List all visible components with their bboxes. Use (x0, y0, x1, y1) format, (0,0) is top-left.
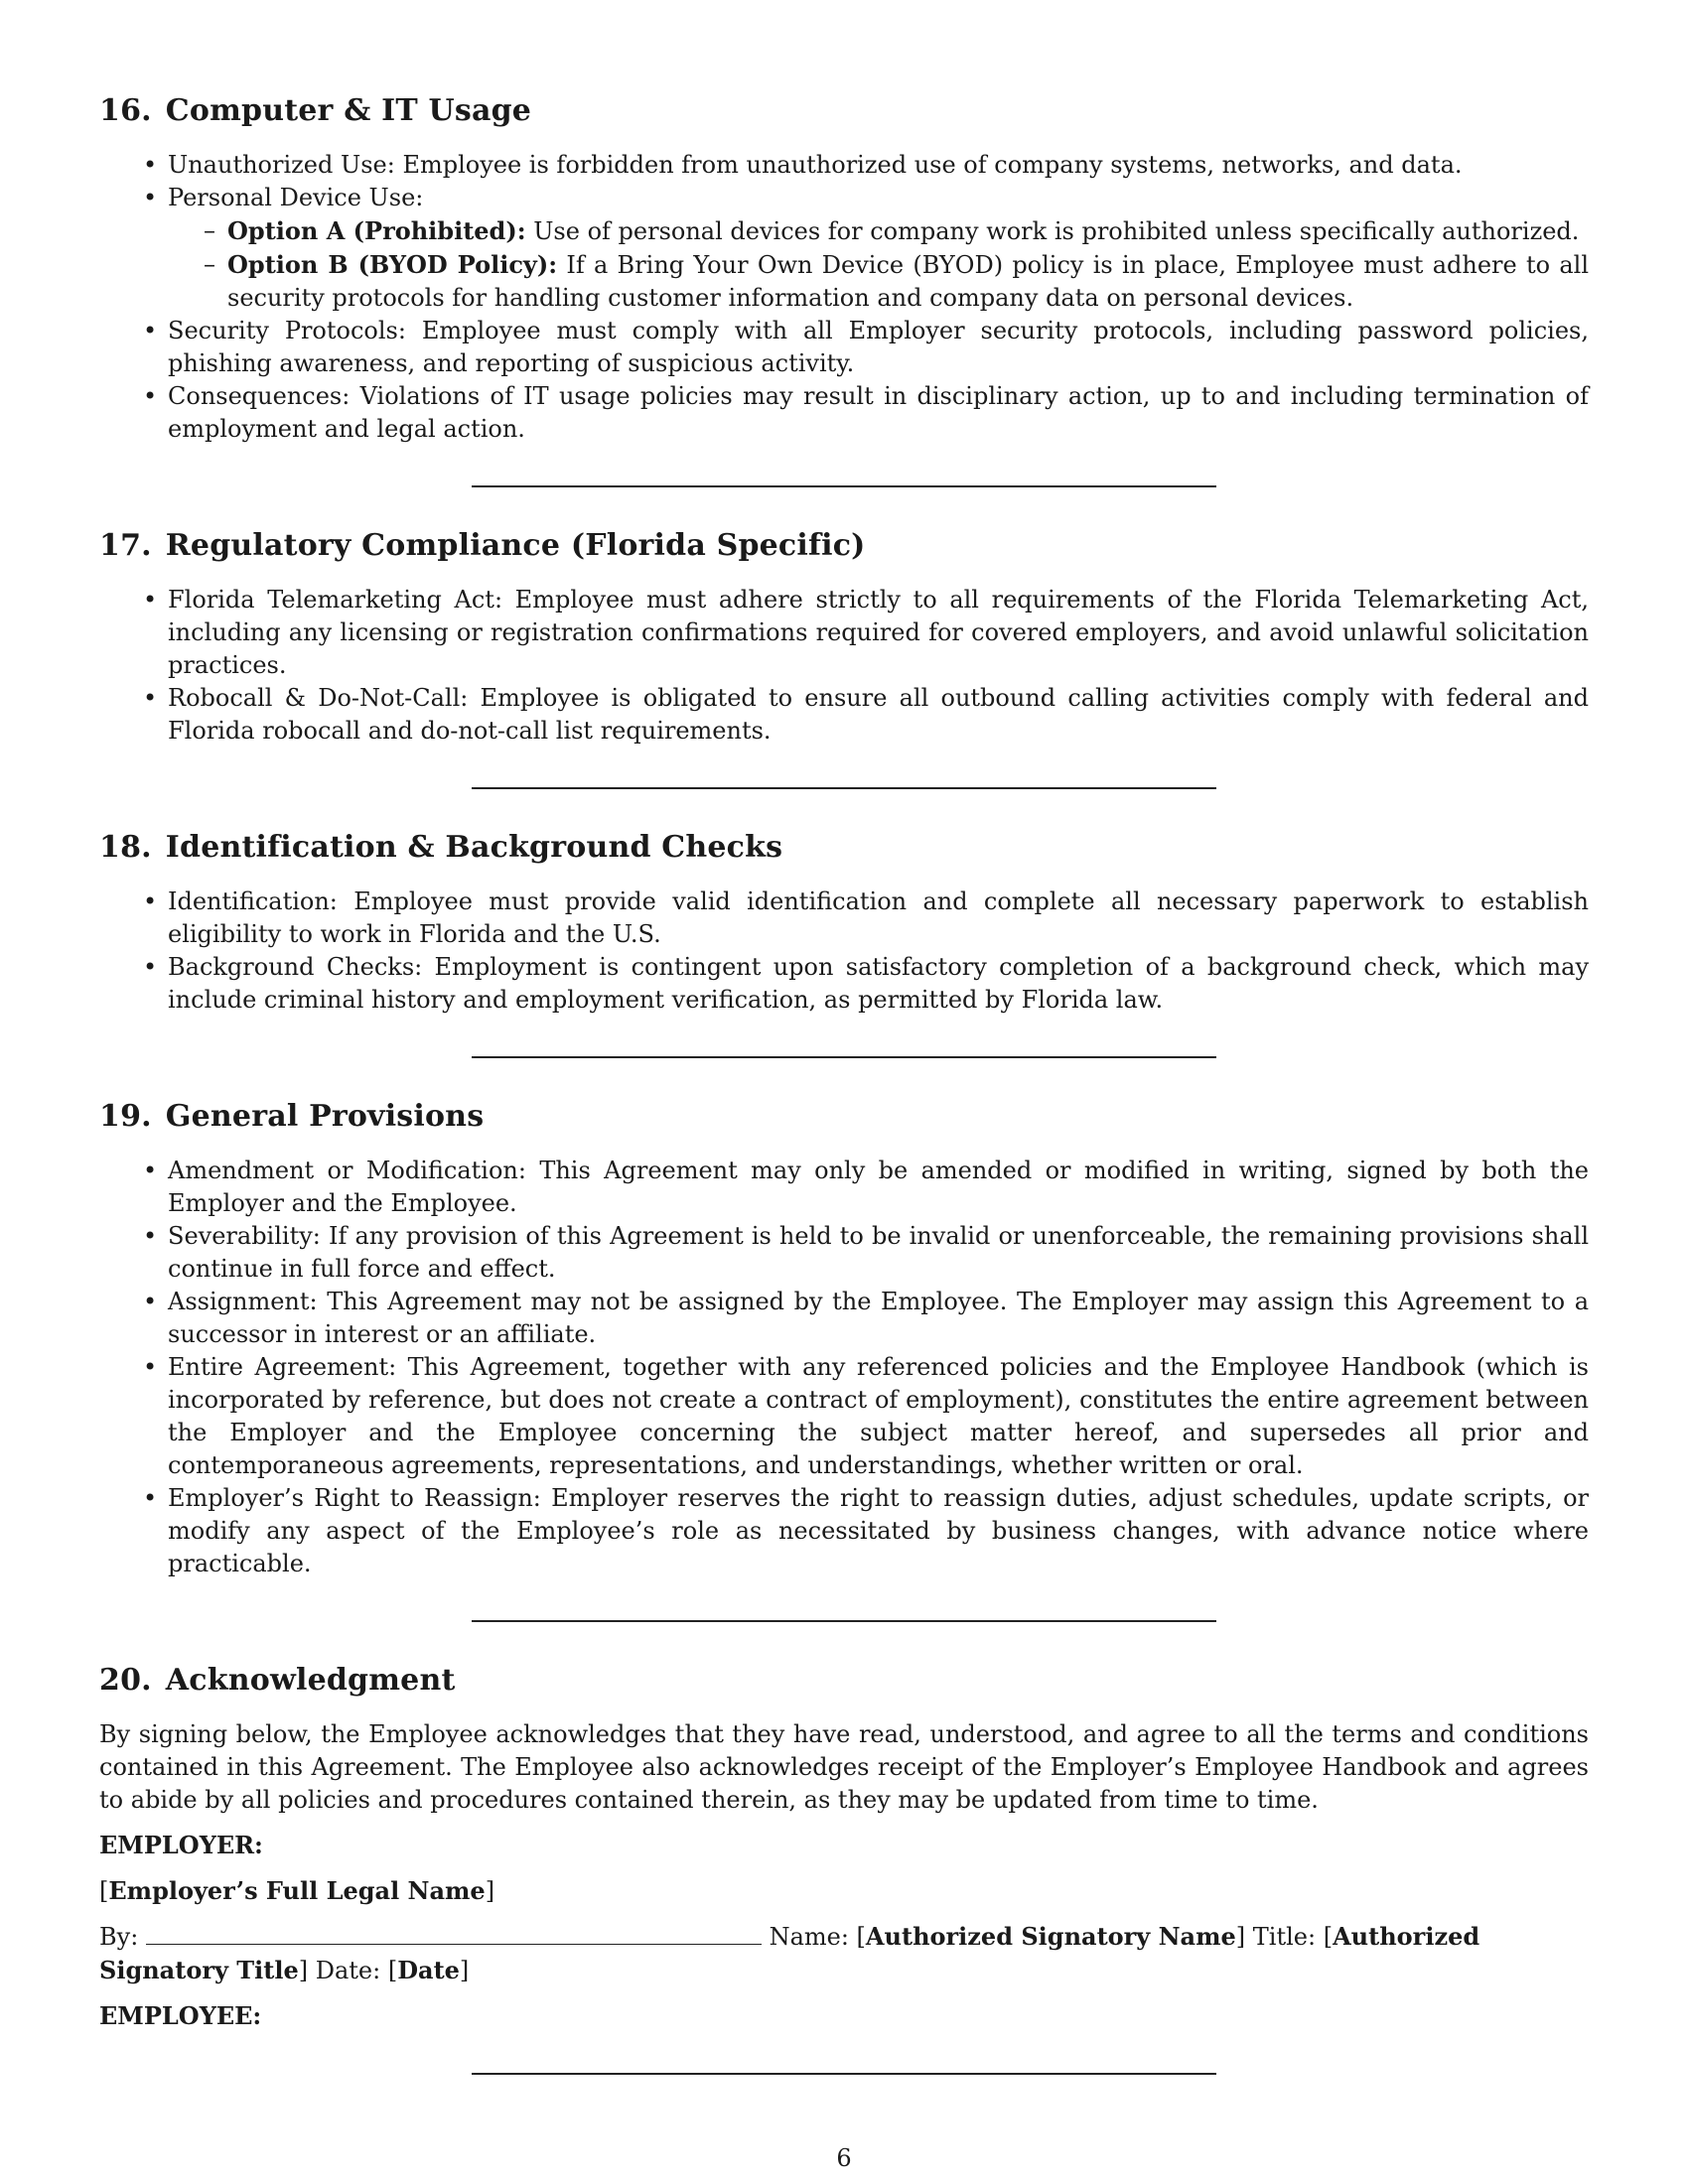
section-19 (99, 1100, 1589, 1622)
list-item: • Florida Telemarketing Act: Employee must adhere strictly to all requirements of the Florida Telemarketing Act, including any licensing or registration confirmations required for covered employers, and avoid unlawful solicitation practices. (99, 584, 1589, 682)
bullet-list (99, 1155, 1589, 1580)
employer-label: EMPLOYER: (99, 1831, 263, 1859)
section-heading: 19. General Provisions (99, 1099, 485, 1134)
list-item: • Robocall & Do-Not-Call: Employee is obligated to ensure all outbound calling activities comply with federal and Florida robocall and do-not-call list requirements. (99, 682, 1589, 748)
bullet-list (99, 886, 1589, 1017)
sub-list-item: – Option B (BYOD Policy): If a Bring Your Own Device (BYOD) policy is in place, Employee must adhere to all security protocols for handling customer information and company data on personal devices. (168, 248, 1589, 315)
section-divider (472, 2073, 1216, 2075)
page-number: 6 (836, 2144, 852, 2172)
section-divider (472, 787, 1216, 789)
section-heading: 18. Identification & Background Checks (99, 830, 783, 865)
bullet-list (99, 584, 1589, 748)
employee-label: EMPLOYEE: (99, 2001, 262, 2030)
list-item: • Identification: Employee must provide valid identification and complete all necessary paperwork to establish eligibility to work in Florida and the U.S. (99, 886, 1589, 951)
bullet-list (99, 149, 1589, 446)
section-divider (472, 1056, 1216, 1058)
list-item: • Assignment: This Agreement may not be assigned by the Employee. The Employer may assign this Agreement to a successor in interest or an affiliate. (99, 1286, 1589, 1351)
section-heading: 20. Acknowledgment (99, 1663, 456, 1698)
section-17 (99, 529, 1589, 789)
section-20 (99, 1664, 1589, 2075)
section-heading: 16. Computer & IT Usage (99, 93, 532, 128)
section-divider (472, 485, 1216, 487)
section-18 (99, 831, 1589, 1058)
list-item: • Employer’s Right to Reassign: Employer reserves the right to reassign duties, adjust schedules, update scripts, or modify any aspect of the Employee’s role as necessitated by business changes, with advance notice where practicable. (99, 1482, 1589, 1580)
section-heading: 17. Regulatory Compliance (Florida Specific) (99, 528, 866, 563)
sub-list-item: – Option A (Prohibited): Use of personal devices for company work is prohibited unless specifically authorized. (168, 214, 1589, 248)
list-item: • Entire Agreement: This Agreement, together with any referenced policies and the Employee Handbook (which is incorporated by reference, but does not create a contract of employment), constitutes the entire agreement between the Employer and the Employee concerning the subject matter hereof, and supersedes all prior and contemporaneous agreements, representations, and understandings, whether written or oral. (99, 1351, 1589, 1482)
section-16 (99, 94, 1589, 487)
list-item: • Background Checks: Employment is contingent upon satisfactory completion of a background check, which may include criminal history and employment verification, as permitted by Florida law. (99, 951, 1589, 1017)
section-divider (472, 1620, 1216, 1622)
list-item: • Severability: If any provision of this Agreement is held to be invalid or unenforceable, the remaining provisions shall continue in full force and effect. (99, 1220, 1589, 1286)
list-item: • Amendment or Modification: This Agreement may only be amended or modified in writing, signed by both the Employer and the Employee. (99, 1155, 1589, 1220)
list-item: • Security Protocols: Employee must comply with all Employer security protocols, including password policies, phishing awareness, and reporting of suspicious activity. (99, 315, 1589, 380)
signature-field[interactable] (146, 1922, 762, 1945)
employer-name: [Employer’s Full Legal Name] (99, 1876, 495, 1905)
acknowledgment-paragraph: By signing below, the Employee acknowledges that they have read, understood, and agree to all the terms and conditions contained in this Agreement. The Employee also acknowledges receipt of the Employer’s Employee Handbook and agrees to abide by all policies and procedures contained therein, as they may be updated from time to time. (99, 1720, 1589, 1814)
sub-list (168, 214, 1589, 315)
document-page (99, 94, 1589, 2075)
list-item: • Personal Device Use: – Option A (Prohibited): Use of personal devices for company work is prohibited unless specifically authorized. – Option B (BYOD Policy): If a Bring Your Own Device (BYOD) policy is in place, Employee must adhere to all security protocols for handling customer information and company data on personal devices. (99, 182, 1589, 315)
list-item: • Unauthorized Use: Employee is forbidden from unauthorized use of company systems, networks, and data. (99, 149, 1589, 182)
list-item: • Consequences: Violations of IT usage policies may result in disciplinary action, up to and including termination of employment and legal action. (99, 380, 1589, 446)
signature-line-block: By: Name: [Authorized Signatory Name] Title: [Authorized Signatory Title] Date: [Date] (99, 1922, 1480, 1984)
